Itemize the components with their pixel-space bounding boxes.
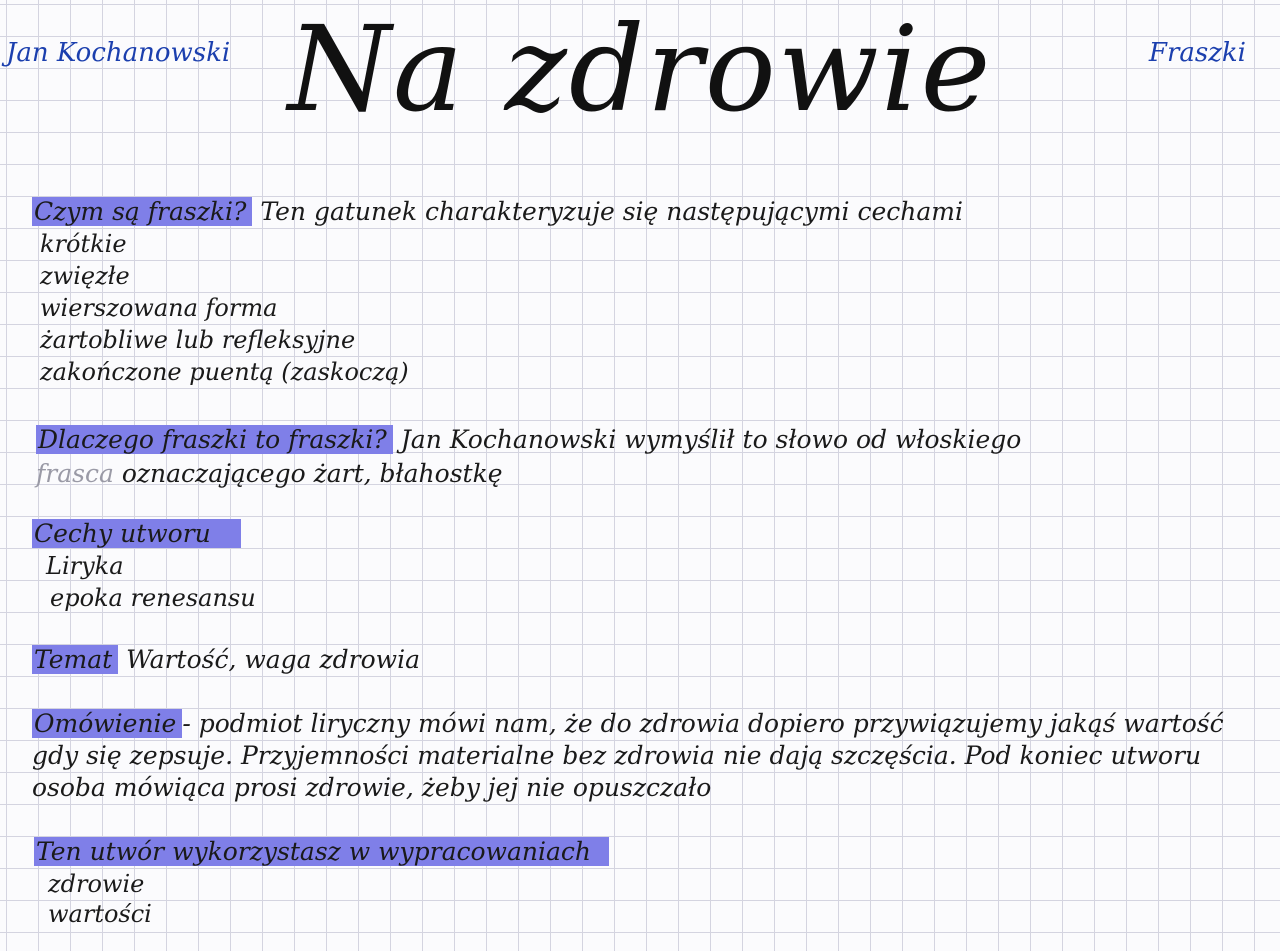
cechy-section <box>32 518 241 550</box>
dlaczego-line-2 <box>36 458 503 490</box>
dlaczego-text: Jan Kochanowski wymyślił to słowo od włoskiego <box>400 425 1022 454</box>
omowienie-section <box>32 708 1252 804</box>
dlaczego-text-2: oznaczającego żart, błahostkę <box>121 459 503 488</box>
list-item: zwięzłe <box>40 262 130 290</box>
dlaczego-section <box>36 424 1021 456</box>
italian-word: frasca <box>36 459 114 488</box>
list-item: zdrowie <box>48 870 145 898</box>
source-label: Fraszki <box>1148 38 1246 68</box>
dlaczego-heading: Dlaczego fraszki to fraszki? <box>36 425 393 454</box>
author-name: Jan Kochanowski <box>6 38 231 68</box>
wypracowania-heading: Ten utwór wykorzystasz w wypracowaniach <box>34 837 609 866</box>
cechy-heading: Cechy utworu <box>32 519 241 548</box>
temat-text: Wartość, waga zdrowia <box>126 645 420 674</box>
temat-section <box>32 644 420 676</box>
czym-heading: Czym są fraszki? <box>32 197 252 226</box>
czym-text: Ten gatunek charakteryzuje się następującymi cechami <box>260 197 963 226</box>
list-item: Liryka <box>46 552 124 580</box>
czym-section <box>32 196 963 228</box>
list-item: żartobliwe lub refleksyjne <box>40 326 356 354</box>
omowienie-heading: Omówienie <box>32 709 182 738</box>
wypracowania-section <box>34 836 609 868</box>
omowienie-text: - podmiot liryczny mówi nam, że do zdrowia dopiero przywiązujemy jakąś wartość gdy się zepsuje. Przyjemności materialne bez zdrowia nie dają szczęścia. Pod koniec utworu osoba mówiąca prosi zdrowie, żeby jej nie opuszczało <box>32 709 1224 802</box>
list-item: epoka renesansu <box>50 584 256 612</box>
list-item: krótkie <box>40 230 127 258</box>
page-title: Na zdrowie <box>287 0 993 138</box>
list-item: wartości <box>48 900 152 928</box>
list-item: wierszowana forma <box>40 294 278 322</box>
list-item: zakończone puentą (zaskoczą) <box>40 358 409 386</box>
temat-heading: Temat <box>32 645 118 674</box>
